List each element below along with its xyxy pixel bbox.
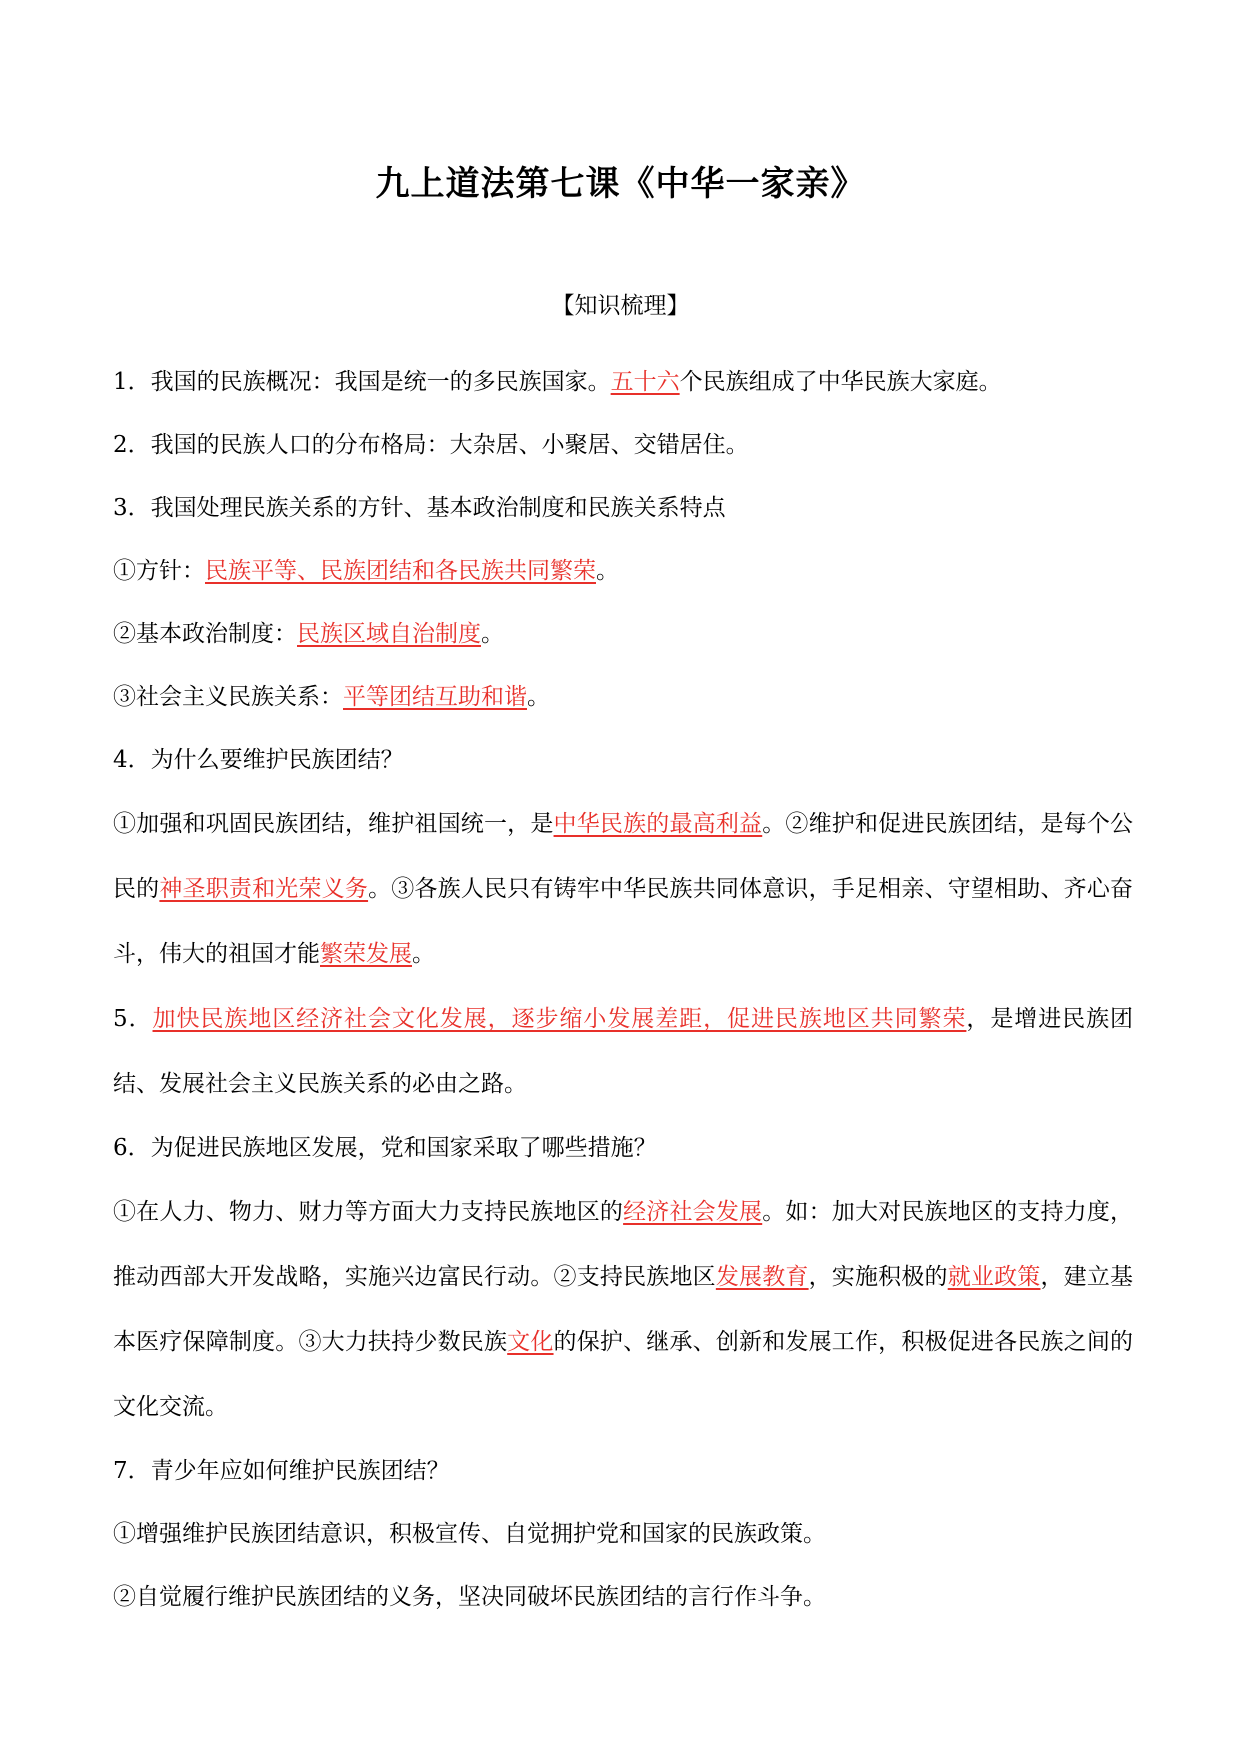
item-3-2 — [113, 603, 1133, 666]
item-3-2-text: ②基本政治制度： — [113, 621, 297, 647]
item-1-text-end: 个民族组成了中华民族大家庭。 — [679, 369, 1002, 395]
section-heading: 【知识梳理】 — [551, 293, 690, 319]
item-3-1 — [113, 540, 1133, 603]
item-6-highlight-3: 就业政策 — [947, 1264, 1041, 1290]
item-3-3-highlight: 平等团结互助和谐 — [343, 684, 527, 710]
item-3: 3．我国处理民族关系的方针、基本政治制度和民族关系特点 — [113, 495, 726, 521]
item-6-text-a: ①在人力、物力、财力等方面大力支持民族地区的 — [113, 1199, 624, 1225]
item-4-text-d: 。 — [412, 941, 435, 967]
item-3-1-highlight: 民族平等、民族团结和各民族共同繁荣 — [205, 558, 596, 584]
item-5-number: 5． — [113, 1006, 153, 1032]
item-6-body — [113, 1180, 1133, 1440]
item-3-1-text: ①方针： — [113, 558, 205, 584]
item-4-text-c: 。③各族人民只有铸牢中华民族共同体意识，手足相亲、守望相助、齐心奋斗，伟大的祖国才能 — [113, 876, 1134, 967]
item-7: 7．青少年应如何维护民族团结？ — [113, 1458, 450, 1484]
item-4-highlight-2: 神圣职责和光荣义务 — [159, 876, 369, 902]
item-5 — [113, 987, 1133, 1117]
item-1-highlight: 五十六 — [610, 369, 680, 395]
item-4: 4．为什么要维护民族团结？ — [113, 747, 404, 773]
item-1 — [113, 351, 1133, 414]
item-6-text-d: ，建立基本医疗保障制度。③大力扶持少数民族 — [113, 1264, 1134, 1355]
item-3-1-text-end: 。 — [596, 558, 619, 584]
item-6-text-b: 。如：加大对民族地区的支持力度，推动西部大开发战略，实施兴边富民行动。②支持民族地区 — [113, 1199, 1134, 1290]
item-4-highlight-1: 中华民族的最高利益 — [553, 811, 763, 837]
item-2: 2．我国的民族人口的分布格局：大杂居、小聚居、交错居住。 — [113, 432, 749, 458]
item-4-body — [113, 792, 1133, 987]
item-1-text: 1．我国的民族概况：我国是统一的多民族国家。 — [113, 369, 611, 395]
item-6-text-c: ，实施积极的 — [808, 1264, 948, 1290]
item-3-2-highlight: 民族区域自治制度 — [297, 621, 481, 647]
item-3-3 — [113, 666, 1133, 729]
item-6-highlight-4: 文化 — [507, 1329, 554, 1355]
document-body — [113, 351, 1133, 1629]
item-6-highlight-1: 经济社会发展 — [623, 1199, 763, 1225]
item-3-3-text-end: 。 — [527, 684, 550, 710]
item-4-highlight-3: 繁荣发展 — [320, 941, 412, 967]
item-5-text: ，是增进民族团结、发展社会主义民族关系的必由之路。 — [113, 1006, 1134, 1097]
page-title: 九上道法第七课《中华一家亲》 — [375, 164, 866, 204]
item-6-text-e: 的保护、继承、创新和发展工作，积极促进各民族之间的文化交流。 — [113, 1329, 1134, 1420]
item-4-text-b: 。②维护和促进民族团结，是每个公民的 — [113, 811, 1134, 902]
item-5-highlight: 加快民族地区经济社会文化发展，逐步缩小发展差距，促进民族地区共同繁荣 — [152, 1006, 967, 1032]
item-4-text-a: ①加强和巩固民族团结，维护祖国统一，是 — [113, 811, 554, 837]
item-7-1: ①增强维护民族团结意识，积极宣传、自觉拥护党和国家的民族政策。 — [113, 1521, 826, 1547]
item-3-2-text-end: 。 — [481, 621, 504, 647]
item-3-3-text: ③社会主义民族关系： — [113, 684, 343, 710]
item-7-2: ②自觉履行维护民族团结的义务，坚决同破坏民族团结的言行作斗争。 — [113, 1584, 826, 1610]
item-6: 6．为促进民族地区发展，党和国家采取了哪些措施？ — [113, 1135, 657, 1161]
item-6-highlight-2: 发展教育 — [715, 1264, 809, 1290]
